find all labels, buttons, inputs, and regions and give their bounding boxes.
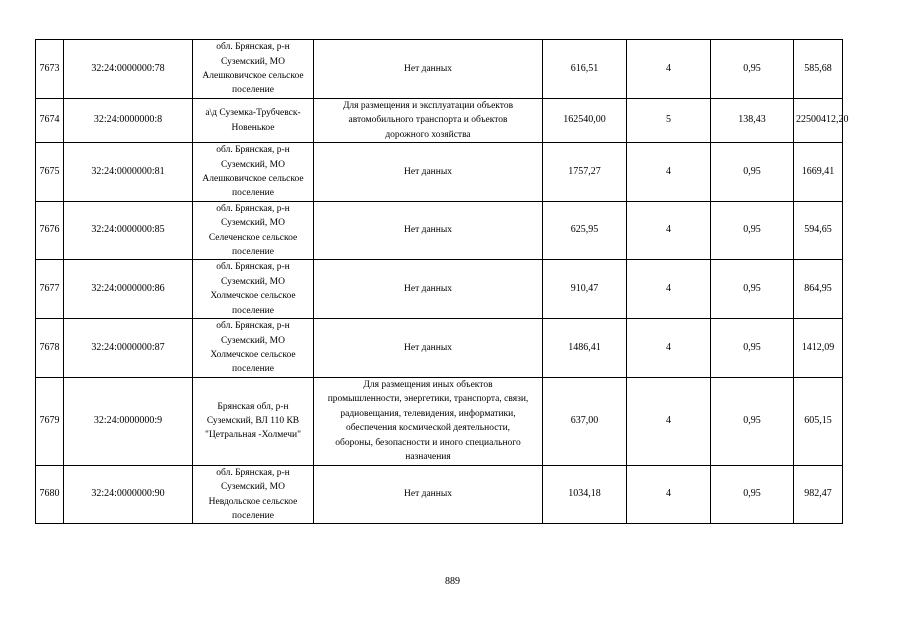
location-line: обл. Брянская, р-н xyxy=(216,42,290,53)
table-row xyxy=(36,465,843,524)
location-cell xyxy=(193,201,314,260)
location-line: Холмечское сельское xyxy=(210,291,296,302)
value-cell: 1669,41 xyxy=(794,143,843,202)
purpose-cell xyxy=(314,260,543,319)
coefficient-cell: 0,95 xyxy=(711,143,794,202)
location-line: Алешковичское сельское xyxy=(202,174,304,185)
purpose-cell xyxy=(314,377,543,465)
location-line: Селеченское сельское xyxy=(208,232,298,243)
coefficient-cell: 138,43 xyxy=(711,99,794,143)
coefficient-cell: 0,95 xyxy=(711,377,794,465)
location-line: поселение xyxy=(232,305,274,316)
cadastral-number-cell: 32:24:0000000:86 xyxy=(64,260,193,319)
table-row xyxy=(36,40,843,99)
purpose-cell xyxy=(314,465,543,524)
location-cell xyxy=(193,377,314,465)
location-line: Суземский, МО xyxy=(221,482,285,493)
location-line: обл. Брянская, р-н xyxy=(216,203,290,214)
group-cell: 4 xyxy=(627,201,711,260)
location-line: поселение xyxy=(232,188,274,199)
purpose-line: дорожного хозяйства xyxy=(385,129,471,140)
purpose-line: Для размещения и эксплуатации объектов xyxy=(342,101,514,111)
cadastral-number-cell: 32:24:0000000:9 xyxy=(64,377,193,465)
location-line: обл. Брянская, р-н xyxy=(216,467,290,478)
location-line: обл. Брянская, р-н xyxy=(216,262,290,273)
cadastral-number-cell: 32:24:0000000:81 xyxy=(64,143,193,202)
value-cell: 22500412,20 xyxy=(794,99,843,143)
location-line: поселение xyxy=(232,247,274,258)
purpose-cell xyxy=(314,99,543,143)
area-cell: 616,51 xyxy=(543,40,627,99)
purpose-line: обеспечения космической деятельности, xyxy=(345,423,511,434)
location-line: поселение xyxy=(232,510,274,521)
location-cell xyxy=(193,260,314,319)
location-line: Суземский, МО xyxy=(221,276,285,287)
area-cell: 1034,18 xyxy=(543,465,627,524)
purpose-line: Нет данных xyxy=(404,342,452,353)
group-cell: 4 xyxy=(627,465,711,524)
area-cell: 637,00 xyxy=(543,377,627,465)
location-line: поселение xyxy=(232,364,274,375)
purpose-line: назначения xyxy=(405,452,451,463)
location-cell xyxy=(193,99,314,143)
area-cell: 910,47 xyxy=(543,260,627,319)
purpose-line: Нет данных xyxy=(404,166,452,177)
group-cell: 4 xyxy=(627,143,711,202)
table-row xyxy=(36,377,843,465)
area-cell: 1486,41 xyxy=(543,319,627,378)
coefficient-cell: 0,95 xyxy=(711,319,794,378)
group-cell: 4 xyxy=(627,377,711,465)
purpose-cell xyxy=(314,319,543,378)
group-cell: 5 xyxy=(627,99,711,143)
location-cell xyxy=(193,465,314,524)
coefficient-cell: 0,95 xyxy=(711,40,794,99)
value-cell: 585,68 xyxy=(794,40,843,99)
value-cell: 1412,09 xyxy=(794,319,843,378)
table-body xyxy=(36,40,849,524)
group-cell: 4 xyxy=(627,319,711,378)
coefficient-cell: 0,95 xyxy=(711,260,794,319)
cadastral-number-cell: 32:24:0000000:8 xyxy=(64,99,193,143)
group-cell: 4 xyxy=(627,40,711,99)
purpose-cell xyxy=(314,143,543,202)
location-line: Новенькое xyxy=(231,122,275,133)
coefficient-cell: 0,95 xyxy=(711,465,794,524)
row-number-cell: 7676 xyxy=(36,201,64,260)
row-number-cell: 7679 xyxy=(36,377,64,465)
area-cell: 162540,00 xyxy=(543,99,627,143)
purpose-line: обороны, безопасности и иного специального xyxy=(335,437,521,448)
purpose-cell xyxy=(314,40,543,99)
row-number-cell: 7673 xyxy=(36,40,64,99)
location-line: Невдольское сельское xyxy=(208,496,298,507)
location-line: обл. Брянская, р-н xyxy=(216,321,290,332)
location-line: а\д Суземка-Трубчевск- xyxy=(205,108,301,119)
purpose-line: Нет данных xyxy=(404,284,452,295)
purpose-line: Нет данных xyxy=(404,489,452,500)
location-line: поселение xyxy=(232,85,274,96)
location-line: Суземский, МО xyxy=(221,56,285,67)
row-number-cell: 7678 xyxy=(36,319,64,378)
row-number-cell: 7680 xyxy=(36,465,64,524)
cadastral-number-cell: 32:24:0000000:87 xyxy=(64,319,193,378)
cadastral-number-cell: 32:24:0000000:85 xyxy=(64,201,193,260)
table-row xyxy=(36,319,843,378)
table-row xyxy=(36,201,843,260)
location-line: Брянская обл, р-н xyxy=(217,401,289,412)
location-line: Суземский, ВЛ 110 КВ xyxy=(206,416,300,427)
value-cell: 605,15 xyxy=(794,377,843,465)
location-cell xyxy=(193,319,314,378)
value-cell: 982,47 xyxy=(794,465,843,524)
purpose-cell xyxy=(314,201,543,260)
location-cell xyxy=(193,143,314,202)
group-cell: 4 xyxy=(627,260,711,319)
purpose-line: радиовещания, телевидения, информатики, xyxy=(340,408,516,419)
location-cell xyxy=(193,40,314,99)
table-row xyxy=(36,143,843,202)
coefficient-cell: 0,95 xyxy=(711,201,794,260)
cadastral-number-cell: 32:24:0000000:78 xyxy=(64,40,193,99)
table-row xyxy=(36,99,843,143)
value-cell: 594,65 xyxy=(794,201,843,260)
purpose-line: автомобильного транспорта и объектов xyxy=(348,115,508,126)
land-plots-table xyxy=(35,39,849,524)
row-number-cell: 7675 xyxy=(36,143,64,202)
purpose-line: промышленности, энергетики, транспорта, связи, xyxy=(327,394,529,405)
location-line: Суземский, МО xyxy=(221,218,285,229)
purpose-line: Для размещения иных объектов xyxy=(363,380,493,390)
location-line: Холмечское сельское xyxy=(210,349,296,360)
table-row xyxy=(36,260,843,319)
row-number-cell: 7674 xyxy=(36,99,64,143)
location-line: Алешковичское сельское xyxy=(202,71,304,81)
purpose-line: Нет данных xyxy=(404,63,452,74)
row-number-cell: 7677 xyxy=(36,260,64,319)
location-line: Суземский, МО xyxy=(221,335,285,346)
location-line: "Цетральная -Холмечи" xyxy=(205,430,301,441)
purpose-line: Нет данных xyxy=(404,225,452,236)
cadastral-number-cell: 32:24:0000000:90 xyxy=(64,465,193,524)
value-cell: 864,95 xyxy=(794,260,843,319)
location-line: Суземский, МО xyxy=(221,159,285,170)
location-line: обл. Брянская, р-н xyxy=(216,145,290,156)
page-number: 889 xyxy=(445,576,460,587)
area-cell: 1757,27 xyxy=(543,143,627,202)
area-cell: 625,95 xyxy=(543,201,627,260)
